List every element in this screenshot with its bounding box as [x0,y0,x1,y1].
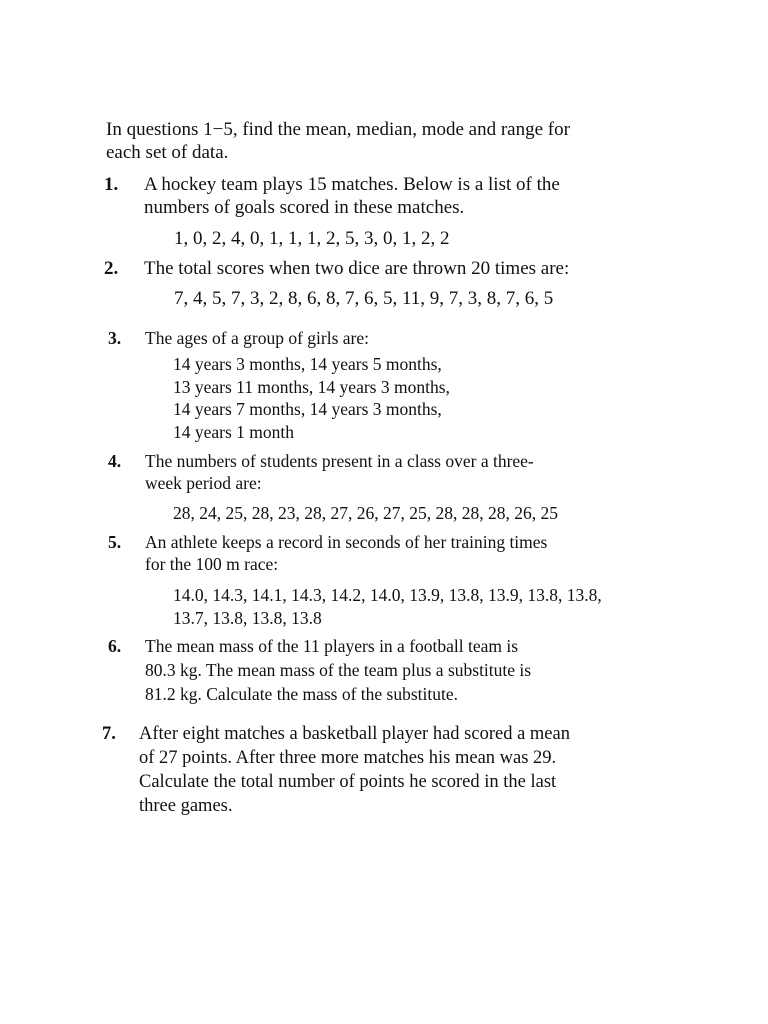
question-text-line: Calculate the total number of points he scored in the last [139,772,557,792]
question-text-line: The ages of a group of girls are: [145,328,370,348]
question-text [145,450,534,494]
question-text [145,327,369,349]
question-text-line: numbers of goals scored in these matches. [144,197,465,218]
question-number: 3. [108,328,122,348]
data-line: 13 years 11 months, 14 years 3 months, [173,376,450,397]
instructions [106,118,686,164]
instructions-line: each set of data. [106,142,229,163]
question-text [139,722,570,818]
question-text-line: A hockey team plays 15 matches. Below is a list of the [144,174,560,195]
question-text [145,634,531,706]
data-set [173,353,450,443]
question-text [145,531,547,575]
question-text-line: 80.3 kg. The mean mass of the team plus a substitute is [145,660,532,680]
question-text-line: The numbers of students present in a class over a three- [145,451,534,471]
question-number: 6. [108,636,122,656]
data-set [174,287,553,310]
instructions-line: In questions 1−5, find the mean, median, mode and range for [106,119,570,140]
question-text-line: The mean mass of the 11 players in a football team is [145,636,519,656]
data-line: 1, 0, 2, 4, 0, 1, 1, 1, 2, 5, 3, 0, 1, 2, 2 [174,228,450,249]
question-text [144,173,560,219]
question-text [144,257,569,280]
data-line: 14 years 7 months, 14 years 3 months, [173,399,442,419]
question-text-line: week period are: [145,473,262,493]
question-number: 2. [104,258,119,279]
data-set [173,502,558,524]
data-line: 14.0, 14.3, 14.1, 14.3, 14.2, 14.0, 13.9, 13.8, 13.9, 13.8, 13.8, [173,585,602,605]
data-line: 14 years 3 months, 14 years 5 months, [173,354,442,374]
data-line: 14 years 1 month [173,421,295,442]
question-number: 7. [102,724,116,744]
question-text-line: of 27 points. After three more matches his mean was 29. [139,748,557,768]
question-number: 5. [108,532,122,552]
data-set [174,227,450,250]
question-text-line: for the 100 m race: [145,554,279,574]
data-line: 28, 24, 25, 28, 23, 28, 27, 26, 27, 25, 28, 28, 28, 26, 25 [173,503,558,523]
question-text-line: The total scores when two dice are thrown 20 times are: [144,258,570,279]
data-line: 7, 4, 5, 7, 3, 2, 8, 6, 8, 7, 6, 5, 11, 9, 7, 3, 8, 7, 6, 5 [174,288,554,309]
data-set [173,584,602,629]
question-text-line: An athlete keeps a record in seconds of her training times [145,532,548,552]
question-number: 4. [108,451,122,471]
question-number: 1. [104,174,119,195]
data-line: 13.7, 13.8, 13.8, 13.8 [173,607,322,628]
question-text-line: 81.2 kg. Calculate the mass of the substitute. [145,684,459,704]
question-text-line: After eight matches a basketball player had scored a mean [139,724,570,744]
question-text-line: three games. [139,796,233,816]
